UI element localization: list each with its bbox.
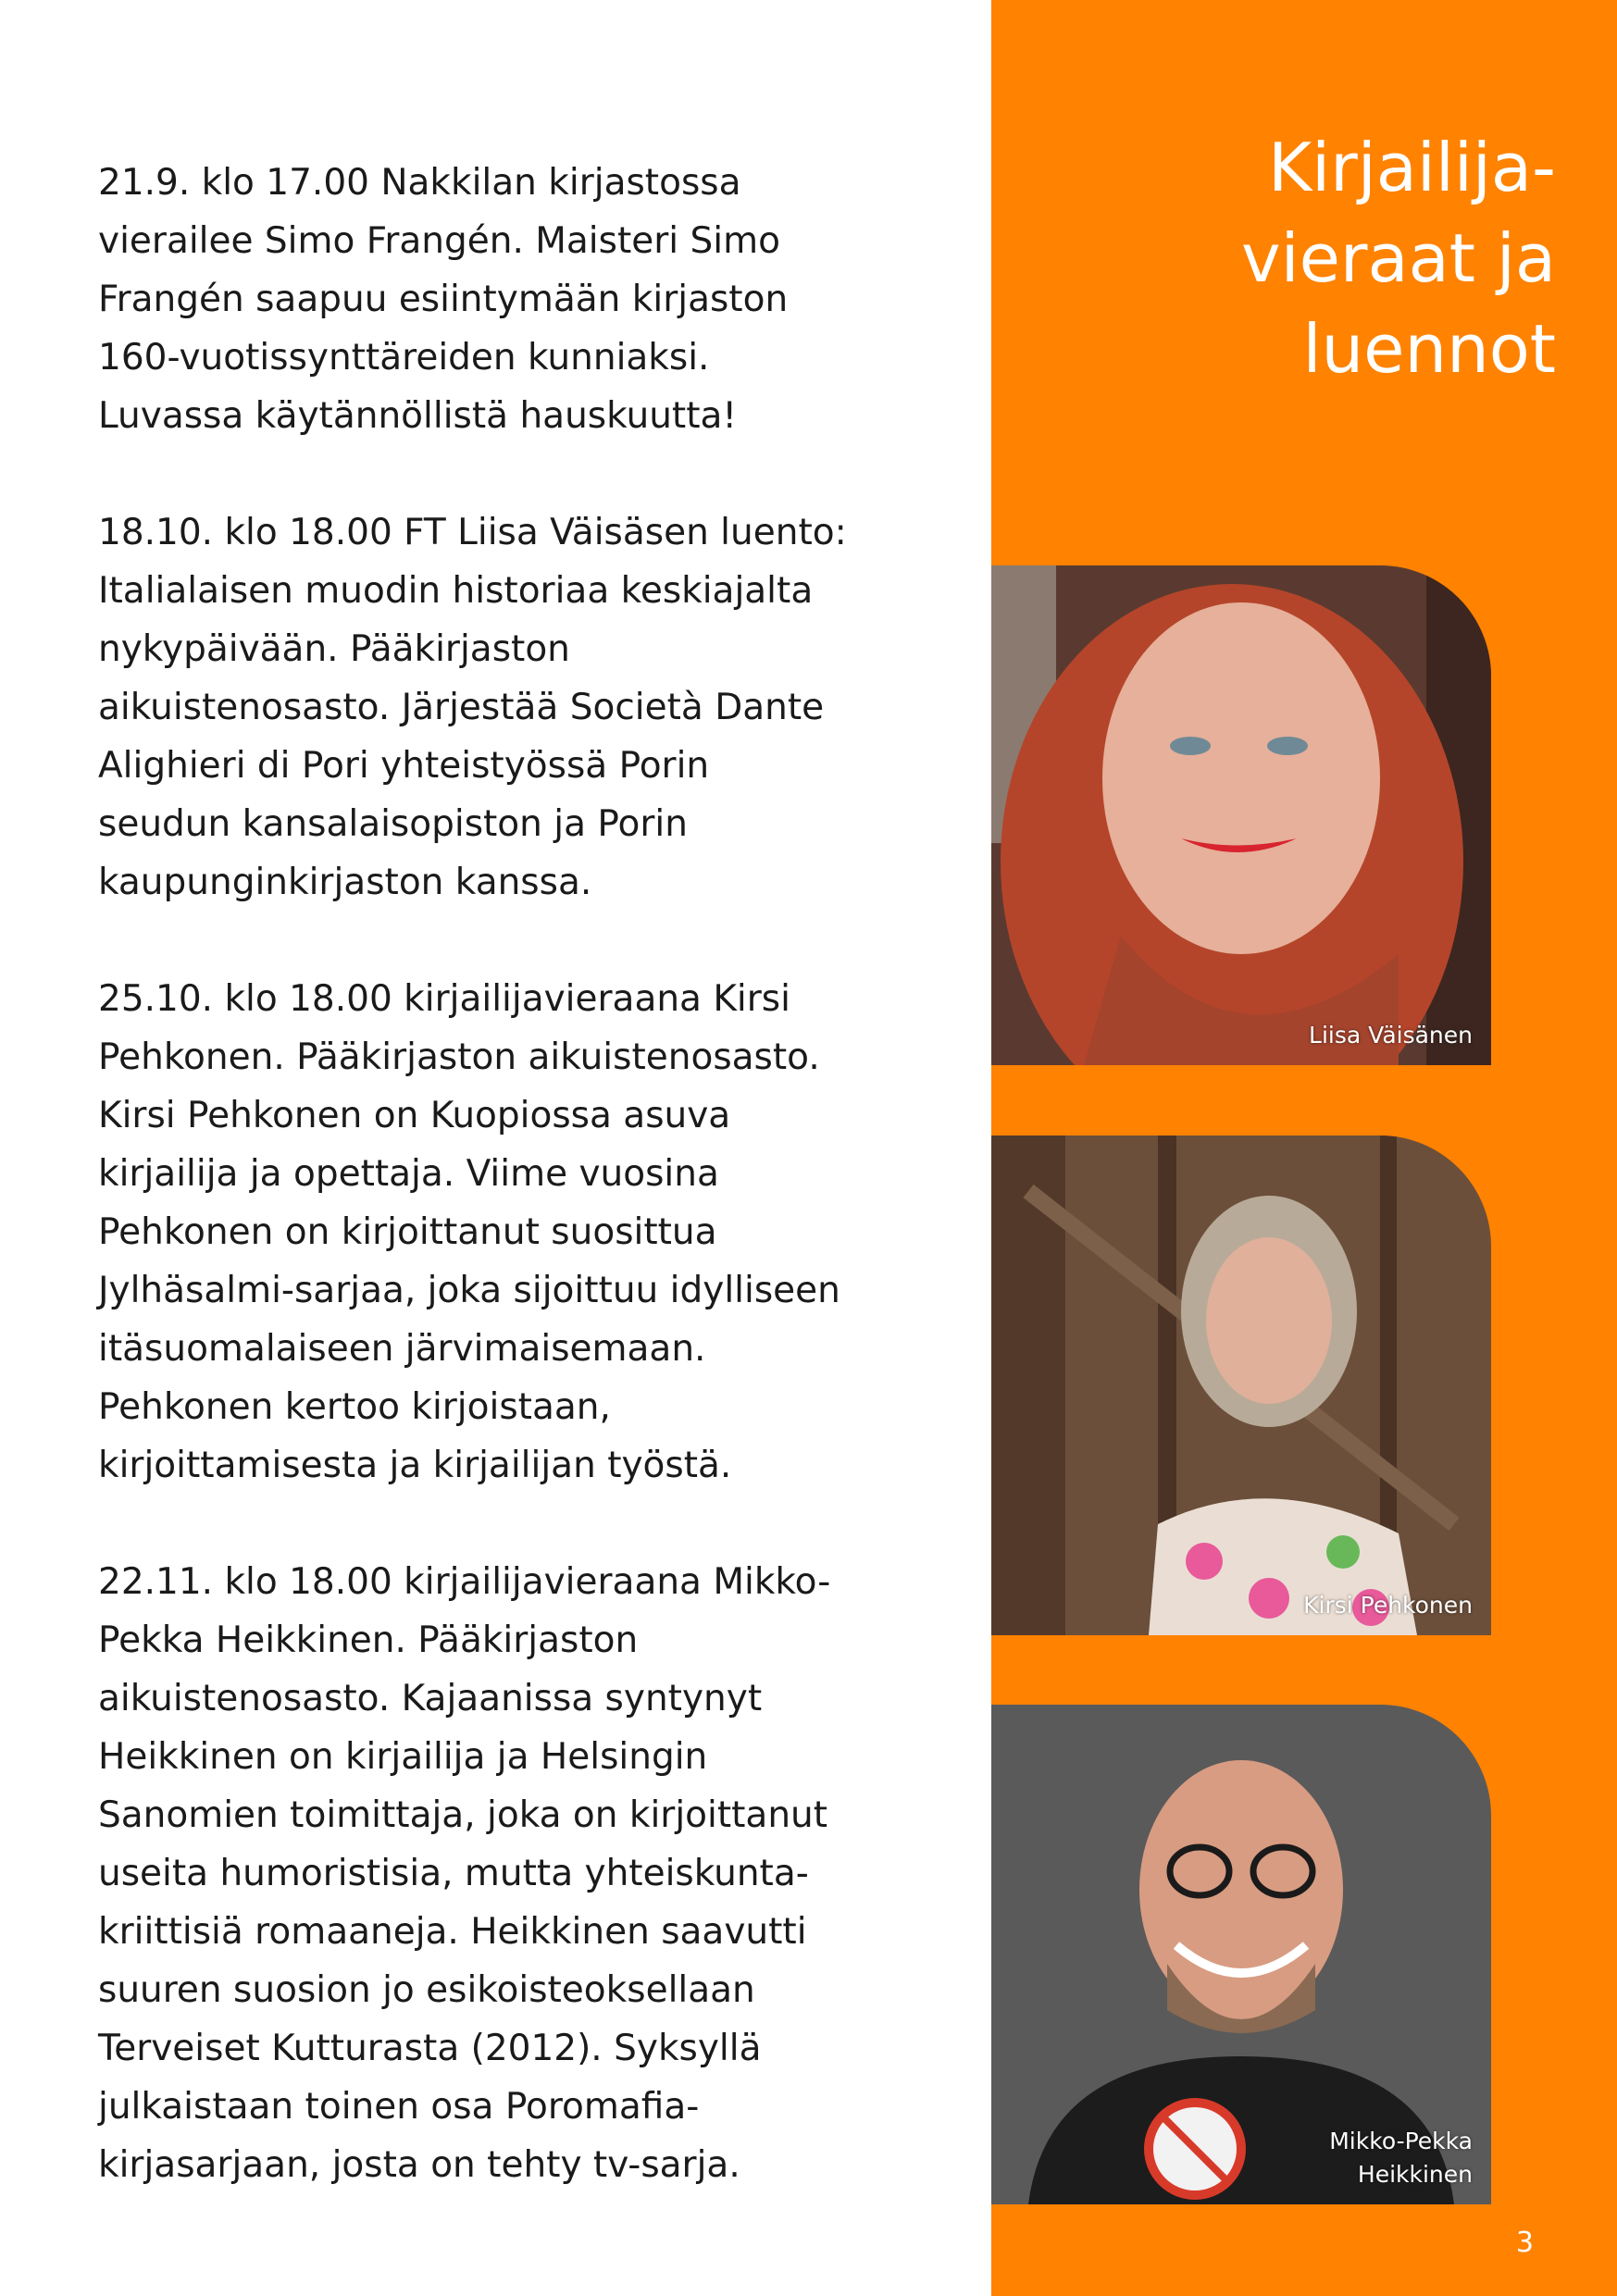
photo-caption: Kirsi Pehkonen	[1303, 1592, 1473, 1619]
event-simo-frangen: 21.9. klo 17.00 Nakkilan kirjastossa vierailee Simo Frangén. Maisteri Simo Frangén saapuu esiintymään kirjaston 160-vuotissynttäreiden kunniaksi. Luvassa käytännöllistä hauskuutta!	[98, 162, 789, 437]
photo-caption: Liisa Väisänen	[1309, 1022, 1473, 1049]
photo-mikko-pekka-heikkinen	[991, 1705, 1491, 2204]
photo-liisa-vaisanen	[991, 565, 1491, 1065]
event-liisa-vaisanen: 18.10. klo 18.00 FT Liisa Väisäsen luento: Italialaisen muodin historiaa keskiajalta nykypäivään. Pääkirjaston aikuistenosasto. Järjestää Società Dante Alighieri di Pori yhteistyössä Porin seudun kansalaisopiston ja Porin kaupunginkirjaston kanssa.	[98, 512, 847, 903]
event-mikko-pekka-heikkinen: 22.11. klo 18.00 kirjailijavieraana Mikko- Pekka Heikkinen. Pääkirjaston aikuistenosasto. Kajaanissa syntynyt Heikkinen on kirjailija ja Helsingin Sanomien toimittaja, joka on kirjoittanut useita humoristisia, mutta yhteiskunta- kriittisiä romaaneja. Heikkinen saavutti suuren suosion jo esikoisteoksellaan Terveiset Kutturasta (2012). Syksyllä julkaistaan toinen osa Poromafia- kirjasarjaan, josta on tehty tv-sarja.	[98, 1561, 831, 2186]
photo-kirsi-pehkonen	[991, 1136, 1491, 1635]
portrait-image	[991, 565, 1491, 1065]
sidebar-title: Kirjailija- vieraat ja luennot	[1241, 129, 1556, 388]
event-kirsi-pehkonen: 25.10. klo 18.00 kirjailijavieraana Kirsi Pehkonen. Pääkirjaston aikuistenosasto. Kirsi Pehkonen on Kuopiossa asuva kirjailija ja opettaja. Viime vuosina Pehkonen on kirjoittanut suosittua Jylhäsalmi-sarjaa, joka sijoittuu idylliseen itäsuomalaiseen järvimaisemaan. Pehkonen kertoo kirjoistaan, kirjoittamisesta ja kirjailijan työstä.	[98, 978, 840, 1486]
page-number: 3	[1515, 2227, 1534, 2259]
portrait-image	[991, 1136, 1491, 1635]
event-list	[98, 154, 913, 2253]
photo-caption: Mikko-Pekka Heikkinen	[1329, 2128, 1473, 2188]
